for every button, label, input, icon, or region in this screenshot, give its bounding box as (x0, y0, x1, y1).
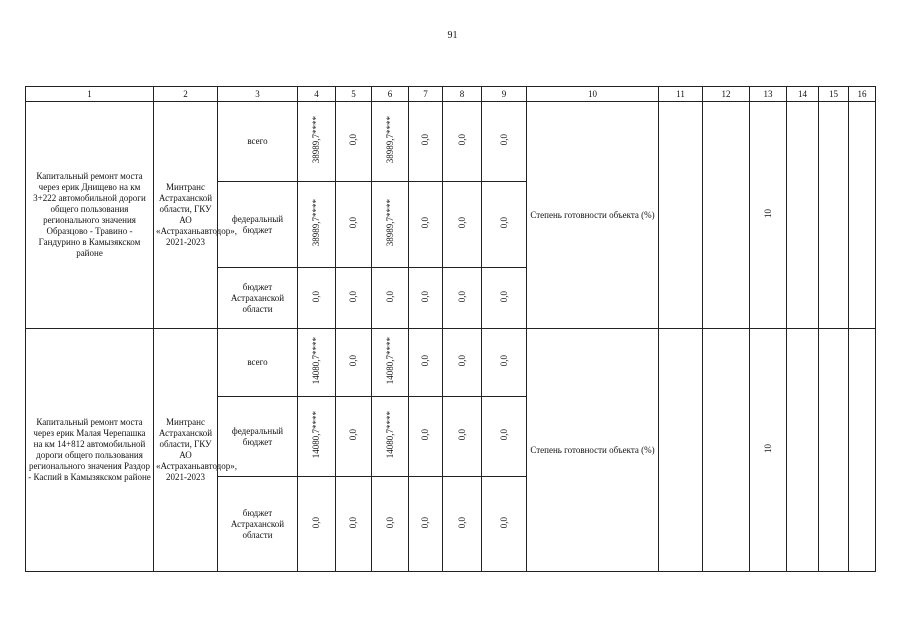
table-row (26, 329, 876, 397)
value-cell: 0,0 (498, 134, 509, 146)
value-cell: 0,0 (420, 355, 430, 367)
funding-source: бюджет Астраханской области (218, 268, 298, 329)
empty-cell (659, 102, 703, 329)
funding-source: федеральный бюджет (218, 397, 298, 477)
page-number: 91 (447, 30, 458, 41)
value-cell: 38989,7**** (384, 116, 395, 164)
header-cell: 12 (703, 87, 750, 102)
object-name: Капитальный ремонт моста через ерик Днищево на км 3+222 автомобильной дороги общего пользования регионального значения Образцово - Травино - Гандурино в Камызякском районе (26, 102, 154, 329)
funding-source: всего (218, 102, 298, 182)
value-cell: 0,0 (311, 516, 321, 529)
value-cell: 0,0 (420, 217, 430, 229)
value-cell: 0,0 (348, 516, 358, 529)
empty-cell (849, 329, 876, 572)
value-cell: 0,0 (420, 134, 430, 146)
header-row (26, 87, 876, 102)
value-cell: 0,0 (498, 217, 509, 229)
empty-cell (787, 329, 819, 572)
header-cell: 7 (409, 87, 443, 102)
funding-source: всего (218, 329, 298, 397)
header-cell: 4 (298, 87, 336, 102)
funding-source: федеральный бюджет (218, 182, 298, 268)
header-cell: 8 (443, 87, 482, 102)
header-cell: 11 (659, 87, 703, 102)
value-cell: 0,0 (498, 516, 509, 529)
target-value: 10 (762, 444, 773, 453)
target-value: 10 (762, 209, 773, 218)
value-cell: 0,0 (348, 429, 358, 441)
value-cell: 0,0 (311, 290, 321, 303)
value-cell: 38989,7**** (311, 199, 321, 247)
value-cell: 14080,7**** (311, 337, 321, 385)
value-cell: 0,0 (384, 516, 395, 529)
value-cell: 0,0 (498, 429, 509, 441)
value-cell: 0,0 (384, 290, 395, 303)
empty-cell (703, 329, 750, 572)
program-table (25, 86, 876, 572)
header-cell: 14 (787, 87, 819, 102)
value-cell: 38989,7**** (311, 116, 321, 164)
empty-cell (703, 102, 750, 329)
header-cell: 6 (372, 87, 409, 102)
header-cell: 13 (750, 87, 787, 102)
value-cell: 0,0 (456, 429, 467, 441)
header-cell: 9 (482, 87, 527, 102)
value-cell: 0,0 (348, 134, 358, 146)
header-cell: 10 (527, 87, 659, 102)
value-cell: 0,0 (348, 355, 358, 367)
table-row (26, 102, 876, 182)
value-cell: 0,0 (420, 290, 430, 303)
value-cell: 14080,7**** (384, 337, 395, 385)
value-cell: 0,0 (498, 355, 509, 367)
empty-cell (819, 102, 849, 329)
responsible-executor: Минтранс Астраханской области, ГКУ АО «Астраханьавтодор», 2021-2023 (154, 102, 218, 329)
value-cell: 0,0 (348, 290, 358, 303)
funding-source: бюджет Астраханской области (218, 477, 298, 572)
indicator-name: Степень готовности объекта (%) (527, 102, 659, 329)
empty-cell (787, 102, 819, 329)
value-cell: 0,0 (420, 429, 430, 441)
value-cell: 14080,7**** (311, 411, 321, 459)
value-cell: 0,0 (420, 516, 430, 529)
object-name: Капитальный ремонт моста через ерик Малая Черепашка на км 14+812 автомобильной дороги общего пользования регионального значения Раздор - Каспий в Камызякском районе (26, 329, 154, 572)
value-cell: 14080,7**** (384, 411, 395, 459)
value-cell: 0,0 (456, 290, 467, 303)
header-cell: 5 (336, 87, 372, 102)
value-cell: 0,0 (348, 217, 358, 229)
value-cell: 0,0 (456, 355, 467, 367)
empty-cell (659, 329, 703, 572)
value-cell: 0,0 (456, 516, 467, 529)
header-cell: 2 (154, 87, 218, 102)
header-cell: 16 (849, 87, 876, 102)
header-cell: 1 (26, 87, 154, 102)
value-cell: 0,0 (498, 290, 509, 303)
responsible-executor: Минтранс Астраханской области, ГКУ АО «Астраханьавтодор», 2021-2023 (154, 329, 218, 572)
empty-cell (819, 329, 849, 572)
header-cell: 3 (218, 87, 298, 102)
indicator-name: Степень готовности объекта (%) (527, 329, 659, 572)
header-cell: 15 (819, 87, 849, 102)
value-cell: 0,0 (456, 217, 467, 229)
value-cell: 38989,7**** (384, 199, 395, 247)
empty-cell (849, 102, 876, 329)
value-cell: 0,0 (456, 134, 467, 146)
